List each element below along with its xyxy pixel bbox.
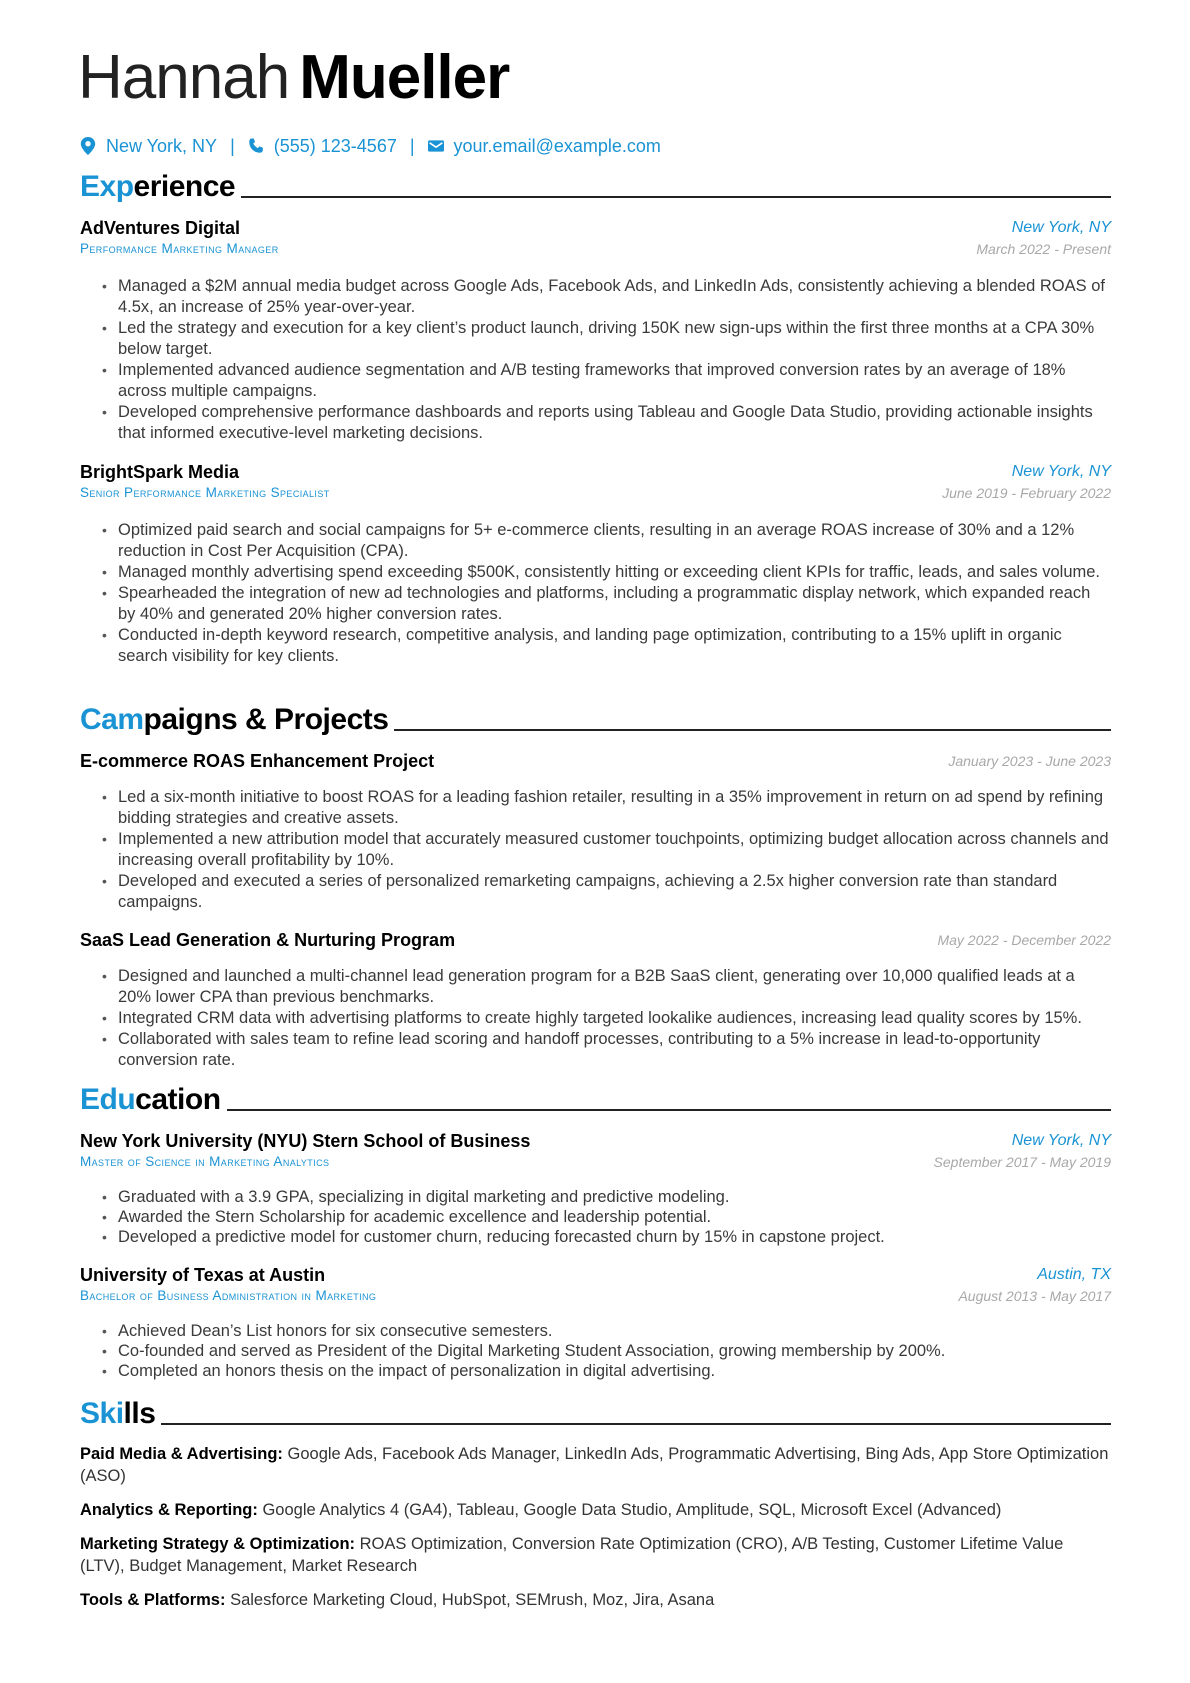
bullet-item: • Spearheaded the integration of new ad technologies and platforms, including a programmatic display network, which expanded reach by 40% and generated 20% higher conversion rates. (80, 583, 1111, 625)
project-name: E-commerce ROAS Enhancement Project (80, 751, 435, 771)
degree-name: Master of Science in Marketing Analytics (80, 1154, 330, 1169)
skill-group-items: Salesforce Marketing Cloud, HubSpot, SEMrush, Moz, Jira, Asana (230, 1591, 715, 1609)
skill-group (80, 1589, 1111, 1611)
entry-dates: September 2017 - May 2019 (933, 1154, 1111, 1170)
bullet-item: • Developed comprehensive performance dashboards and reports using Tableau and Google Data Studio, providing actionable insights that informed executive-level marketing decisions. (80, 402, 1111, 444)
skill-group-items: Google Ads, Facebook Ads Manager, LinkedIn Ads, Programmatic Advertising, Bing Ads, App Store Optimization (ASO) (80, 1445, 1109, 1485)
job-title: Performance Marketing Manager (80, 241, 279, 256)
section-title-projects (80, 703, 1111, 737)
experience-bullets (80, 276, 1111, 444)
contact-phone[interactable]: (555) 123-4567 (273, 136, 397, 156)
section-title-education (80, 1083, 1111, 1117)
company-name: AdVentures Digital (80, 218, 241, 238)
bullet-item: • Awarded the Stern Scholarship for academic excellence and leadership potential. (80, 1207, 1111, 1227)
entry-location: New York, NY (1011, 463, 1111, 480)
map-pin-icon (80, 137, 96, 155)
section-title-accent: Ski (80, 1397, 124, 1430)
company-name: BrightSpark Media (80, 462, 240, 482)
project-bullets (80, 966, 1111, 1071)
entry-dates: August 2013 - May 2017 (958, 1288, 1111, 1304)
skill-group (80, 1499, 1111, 1521)
phone-icon (248, 137, 264, 155)
contact-email[interactable]: your.email@example.com (453, 136, 661, 156)
bullet-item: • Implemented advanced audience segmentation and A/B testing frameworks that improved conversion rates by an average of 18% across multiple campaigns. (80, 360, 1111, 402)
skill-group-items: ROAS Optimization, Conversion Rate Optimization (CRO), A/B Testing, Customer Lifetime Value (LTV), Budget Management, Market Research (80, 1535, 1064, 1575)
bullet-item: • Designed and launched a multi-channel lead generation program for a B2B SaaS client, generating over 10,000 qualified leads at a 20% lower CPA than previous benchmarks. (80, 966, 1111, 1008)
contact-location: New York, NY (106, 136, 218, 156)
bullet-item: • Led the strategy and execution for a key client’s product launch, driving 150K new sign-ups within the first three months at a CPA 30% below target. (80, 318, 1111, 360)
entry-dates: May 2022 - December 2022 (937, 932, 1111, 948)
bullet-item: • Completed an honors thesis on the impact of personalization in digital advertising. (80, 1361, 1111, 1381)
skill-group-label: Analytics & Reporting: (80, 1501, 258, 1519)
bullet-item: • Graduated with a 3.9 GPA, specializing in digital marketing and predictive modeling. (80, 1187, 1111, 1207)
entry-location: Austin, TX (1037, 1266, 1111, 1283)
project-name: SaaS Lead Generation & Nurturing Program (80, 930, 456, 950)
first-name: Hannah (78, 43, 290, 112)
section-rule (241, 196, 1111, 198)
education-bullets (80, 1187, 1111, 1247)
experience-bullets (80, 520, 1111, 667)
skill-group-items: Google Analytics 4 (GA4), Tableau, Google Data Studio, Amplitude, SQL, Microsoft Excel (Advanced) (262, 1501, 1002, 1519)
skill-group-label: Marketing Strategy & Optimization: (80, 1535, 356, 1553)
entry-location: New York, NY (1011, 219, 1111, 236)
contact-line (80, 134, 661, 158)
section-title-experience (80, 170, 1111, 204)
skill-group-label: Paid Media & Advertising: (80, 1445, 283, 1463)
bullet-item: • Managed monthly advertising spend exceeding $500K, consistently hitting or exceeding client KPIs for traffic, leads, and sales volume. (80, 562, 1111, 583)
contact-separator: | (409, 136, 415, 156)
section-rule (161, 1423, 1111, 1425)
contact-separator: | (230, 136, 235, 156)
skill-group (80, 1443, 1111, 1487)
bullet-item: • Implemented a new attribution model that accurately measured customer touchpoints, optimizing budget allocation across channels and increasing overall profitability by 10%. (80, 829, 1111, 871)
school-name: University of Texas at Austin (80, 1265, 326, 1285)
bullet-item: • Conducted in-depth keyword research, competitive analysis, and landing page optimization, contributing to a 15% uplift in organic search visibility for key clients. (80, 625, 1111, 667)
bullet-item: • Co-founded and served as President of the Digital Marketing Student Association, growing membership by 200%. (80, 1341, 1111, 1361)
education-bullets (80, 1321, 1111, 1381)
project-bullets (80, 787, 1111, 913)
section-title-skills (80, 1397, 1111, 1431)
envelope-icon (428, 137, 444, 155)
section-title-accent: Cam (80, 703, 144, 736)
entry-location: New York, NY (1011, 1132, 1111, 1149)
section-rule (227, 1109, 1111, 1111)
section-rule (394, 729, 1111, 731)
bullet-item: • Led a six-month initiative to boost ROAS for a leading fashion retailer, resulting in a 35% improvement in return on ad spend by refining bidding strategies and creative assets. (80, 787, 1111, 829)
section-title-accent: Edu (80, 1083, 136, 1116)
last-name: Mueller (299, 43, 510, 112)
bullet-item: • Developed a predictive model for customer churn, reducing forecasted churn by 15% in capstone project. (80, 1227, 1111, 1247)
bullet-item: • Collaborated with sales team to refine lead scoring and handoff processes, contributing to a 5% increase in lead-to-opportunity conversion rate. (80, 1029, 1111, 1071)
entry-dates: June 2019 - February 2022 (942, 485, 1111, 501)
bullet-item: • Integrated CRM data with advertising platforms to create highly targeted lookalike audiences, increasing lead quality scores by 15%. (80, 1008, 1111, 1029)
bullet-item: • Managed a $2M annual media budget across Google Ads, Facebook Ads, and LinkedIn Ads, consistently achieving a blended ROAS of 4.5x, an increase of 25% year-over-year. (80, 276, 1111, 318)
section-title-rest: erience (133, 170, 236, 203)
entry-dates: January 2023 - June 2023 (948, 753, 1111, 769)
school-name: New York University (NYU) Stern School of Business (80, 1131, 531, 1151)
section-title-rest: cation (135, 1083, 221, 1116)
bullet-item: • Developed and executed a series of personalized remarketing campaigns, achieving a 2.5x higher conversion rate than standard campaigns. (80, 871, 1111, 913)
section-title-rest: paigns & Projects (143, 703, 389, 736)
section-title-accent: Exp (80, 170, 134, 203)
skill-group-label: Tools & Platforms: (80, 1591, 226, 1609)
degree-name: Bachelor of Business Administration in Marketing (80, 1288, 377, 1303)
section-title-rest: lls (123, 1397, 156, 1430)
entry-dates: March 2022 - Present (976, 241, 1111, 257)
skill-group (80, 1533, 1111, 1577)
bullet-item: • Achieved Dean’s List honors for six consecutive semesters. (80, 1321, 1111, 1341)
bullet-item: • Optimized paid search and social campaigns for 5+ e-commerce clients, resulting in an average ROAS increase of 30% and a 12% reduction in Cost Per Acquisition (CPA). (80, 520, 1111, 562)
job-title: Senior Performance Marketing Specialist (80, 485, 330, 500)
candidate-name (78, 42, 509, 114)
